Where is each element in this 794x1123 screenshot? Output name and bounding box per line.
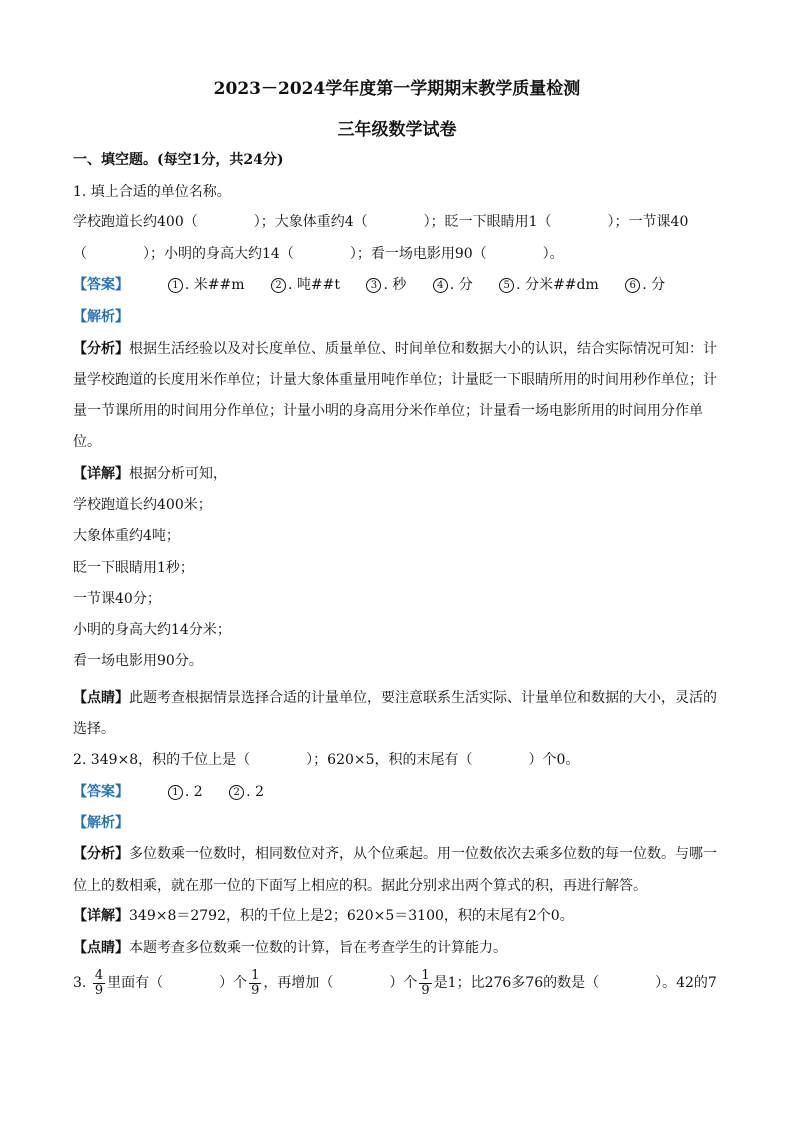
question-1-line-2: （ ）；小明的身高大约14（ ）；看一场电影用90（ ）。 [73,246,564,262]
question-text: 里面有（ ）个 [107,975,248,991]
denominator: 9 [421,982,430,998]
fenxi-tag: 【分析】 [73,846,129,862]
question-text: ，再增加（ ）个 [263,975,418,991]
answer-text: . 吨##t [288,277,340,293]
answer-item [168,782,203,802]
numerator: 1 [251,967,260,983]
xiangjie-tag: 【详解】 [73,908,129,924]
detail-text: 根据分析可知， [129,466,227,482]
answer-text: . 分 [642,277,666,293]
circled-number: 3 [366,278,381,293]
detail-line: 看一场电影用90分。 [73,653,203,669]
dianjing-tag: 【点睛】 [73,940,129,956]
analysis-heading [73,307,724,327]
analysis-line [73,844,724,864]
detail-line: 大象体重约4吨； [73,528,180,544]
dianjing-text: 此题考查根据情景选择合适的计量单位，要注意联系生活实际、计量单位和数据的大小，灵活的 [129,690,717,706]
fraction [93,969,105,998]
answer-tag: 【答案】 [73,277,129,293]
answer-item [366,275,406,295]
question-1-stem: 1. 填上合适的单位名称。 [73,184,231,200]
question-3-stem [73,966,724,1000]
question-1-line-1: 学校跑道长约400（ ）；大象体重约4（ ）；眨一下眼睛用1（ ）；一节课40 [73,214,689,230]
fraction [419,969,431,998]
page-title: 2023－2024学年度第一学期期末教学质量检测 [213,79,581,99]
detail-line: 小明的身高大约14分米； [73,622,231,638]
fraction [249,969,261,998]
numerator: 4 [94,967,104,983]
answer-item [168,275,245,295]
circled-number: 1 [168,278,183,293]
analysis-line: 量一节课所用的时间用分作单位；计量小明的身高用分米作单位；计量看一场电影所用的时间用分作单 [73,403,703,419]
answer-text: . 2 [184,784,203,800]
question-2-answer-row [73,782,724,802]
analysis-line [73,339,724,359]
answer-item [625,275,665,295]
circled-number: 4 [433,278,448,293]
analysis-line: 位。 [73,434,101,450]
fenxi-tag: 【分析】 [73,341,129,357]
circled-number: 6 [625,278,640,293]
question-1-answer-row [73,275,724,295]
question-2-stem: 2. 349×8，积的千位上是（ ）；620×5，积的末尾有（ ）个0。 [73,752,580,768]
circled-number: 1 [168,785,183,800]
detail-line [73,906,724,926]
question-number: 3. [73,975,87,991]
analysis-line: 位上的数相乘，就在那一位的下面写上相应的积。据此分别求出两个算式的积，再进行解答。 [73,878,647,894]
analysis-heading [73,813,724,833]
page-subtitle: 三年级数学试卷 [337,120,457,140]
detail-line: 一节课40分； [73,591,161,607]
answer-tag: 【答案】 [73,784,129,800]
analysis-tag: 【解析】 [73,309,129,325]
analysis-tag: 【解析】 [73,815,129,831]
answer-item [229,782,264,802]
circled-number: 2 [271,278,286,293]
answer-text: . 米##m [184,277,245,293]
detail-line: 眨一下眼睛用1秒； [73,560,194,576]
answer-item [433,275,473,295]
answer-text: . 分米##dm [516,277,599,293]
denominator: 9 [94,982,104,998]
answer-text: . 秒 [383,277,407,293]
dianjing-line [73,938,724,958]
question-text: 是1；比276多76的数是（ ）。42的7 [433,975,717,991]
circled-number: 5 [499,278,514,293]
dianjing-line [73,688,724,708]
dianjing-line: 选择。 [73,721,115,737]
dianjing-text: 本题考查多位数乘一位数的计算，旨在考查学生的计算能力。 [129,940,507,956]
circled-number: 2 [229,785,244,800]
numerator: 1 [421,967,430,983]
detail-text: 349×8＝2792，积的千位上是2；620×5＝3100，积的末尾有2个0。 [129,908,574,924]
detail-line: 学校跑道长约400米； [73,497,212,513]
fenxi-text: 多位数乘一位数时，相同数位对齐，从个位乘起。用一位数依次去乘多位数的每一位数。与哪一 [129,846,717,862]
answer-text: . 2 [246,784,264,800]
detail-line [73,464,724,484]
dianjing-tag: 【点睛】 [73,690,129,706]
xiangjie-tag: 【详解】 [73,466,129,482]
answer-item [499,275,599,295]
analysis-line: 量学校跑道的长度用米作单位；计量大象体重量用吨作单位；计量眨一下眼睛所用的时间用秒作单位；计 [73,372,717,388]
denominator: 9 [251,982,260,998]
answer-item [271,275,340,295]
answer-text: . 分 [449,277,473,293]
section-heading: 一、填空题。(每空1分，共24分) [73,152,284,168]
fenxi-text: 根据生活经验以及对长度单位、质量单位、时间单位和数据大小的认识，结合实际情况可知：计 [129,341,717,357]
